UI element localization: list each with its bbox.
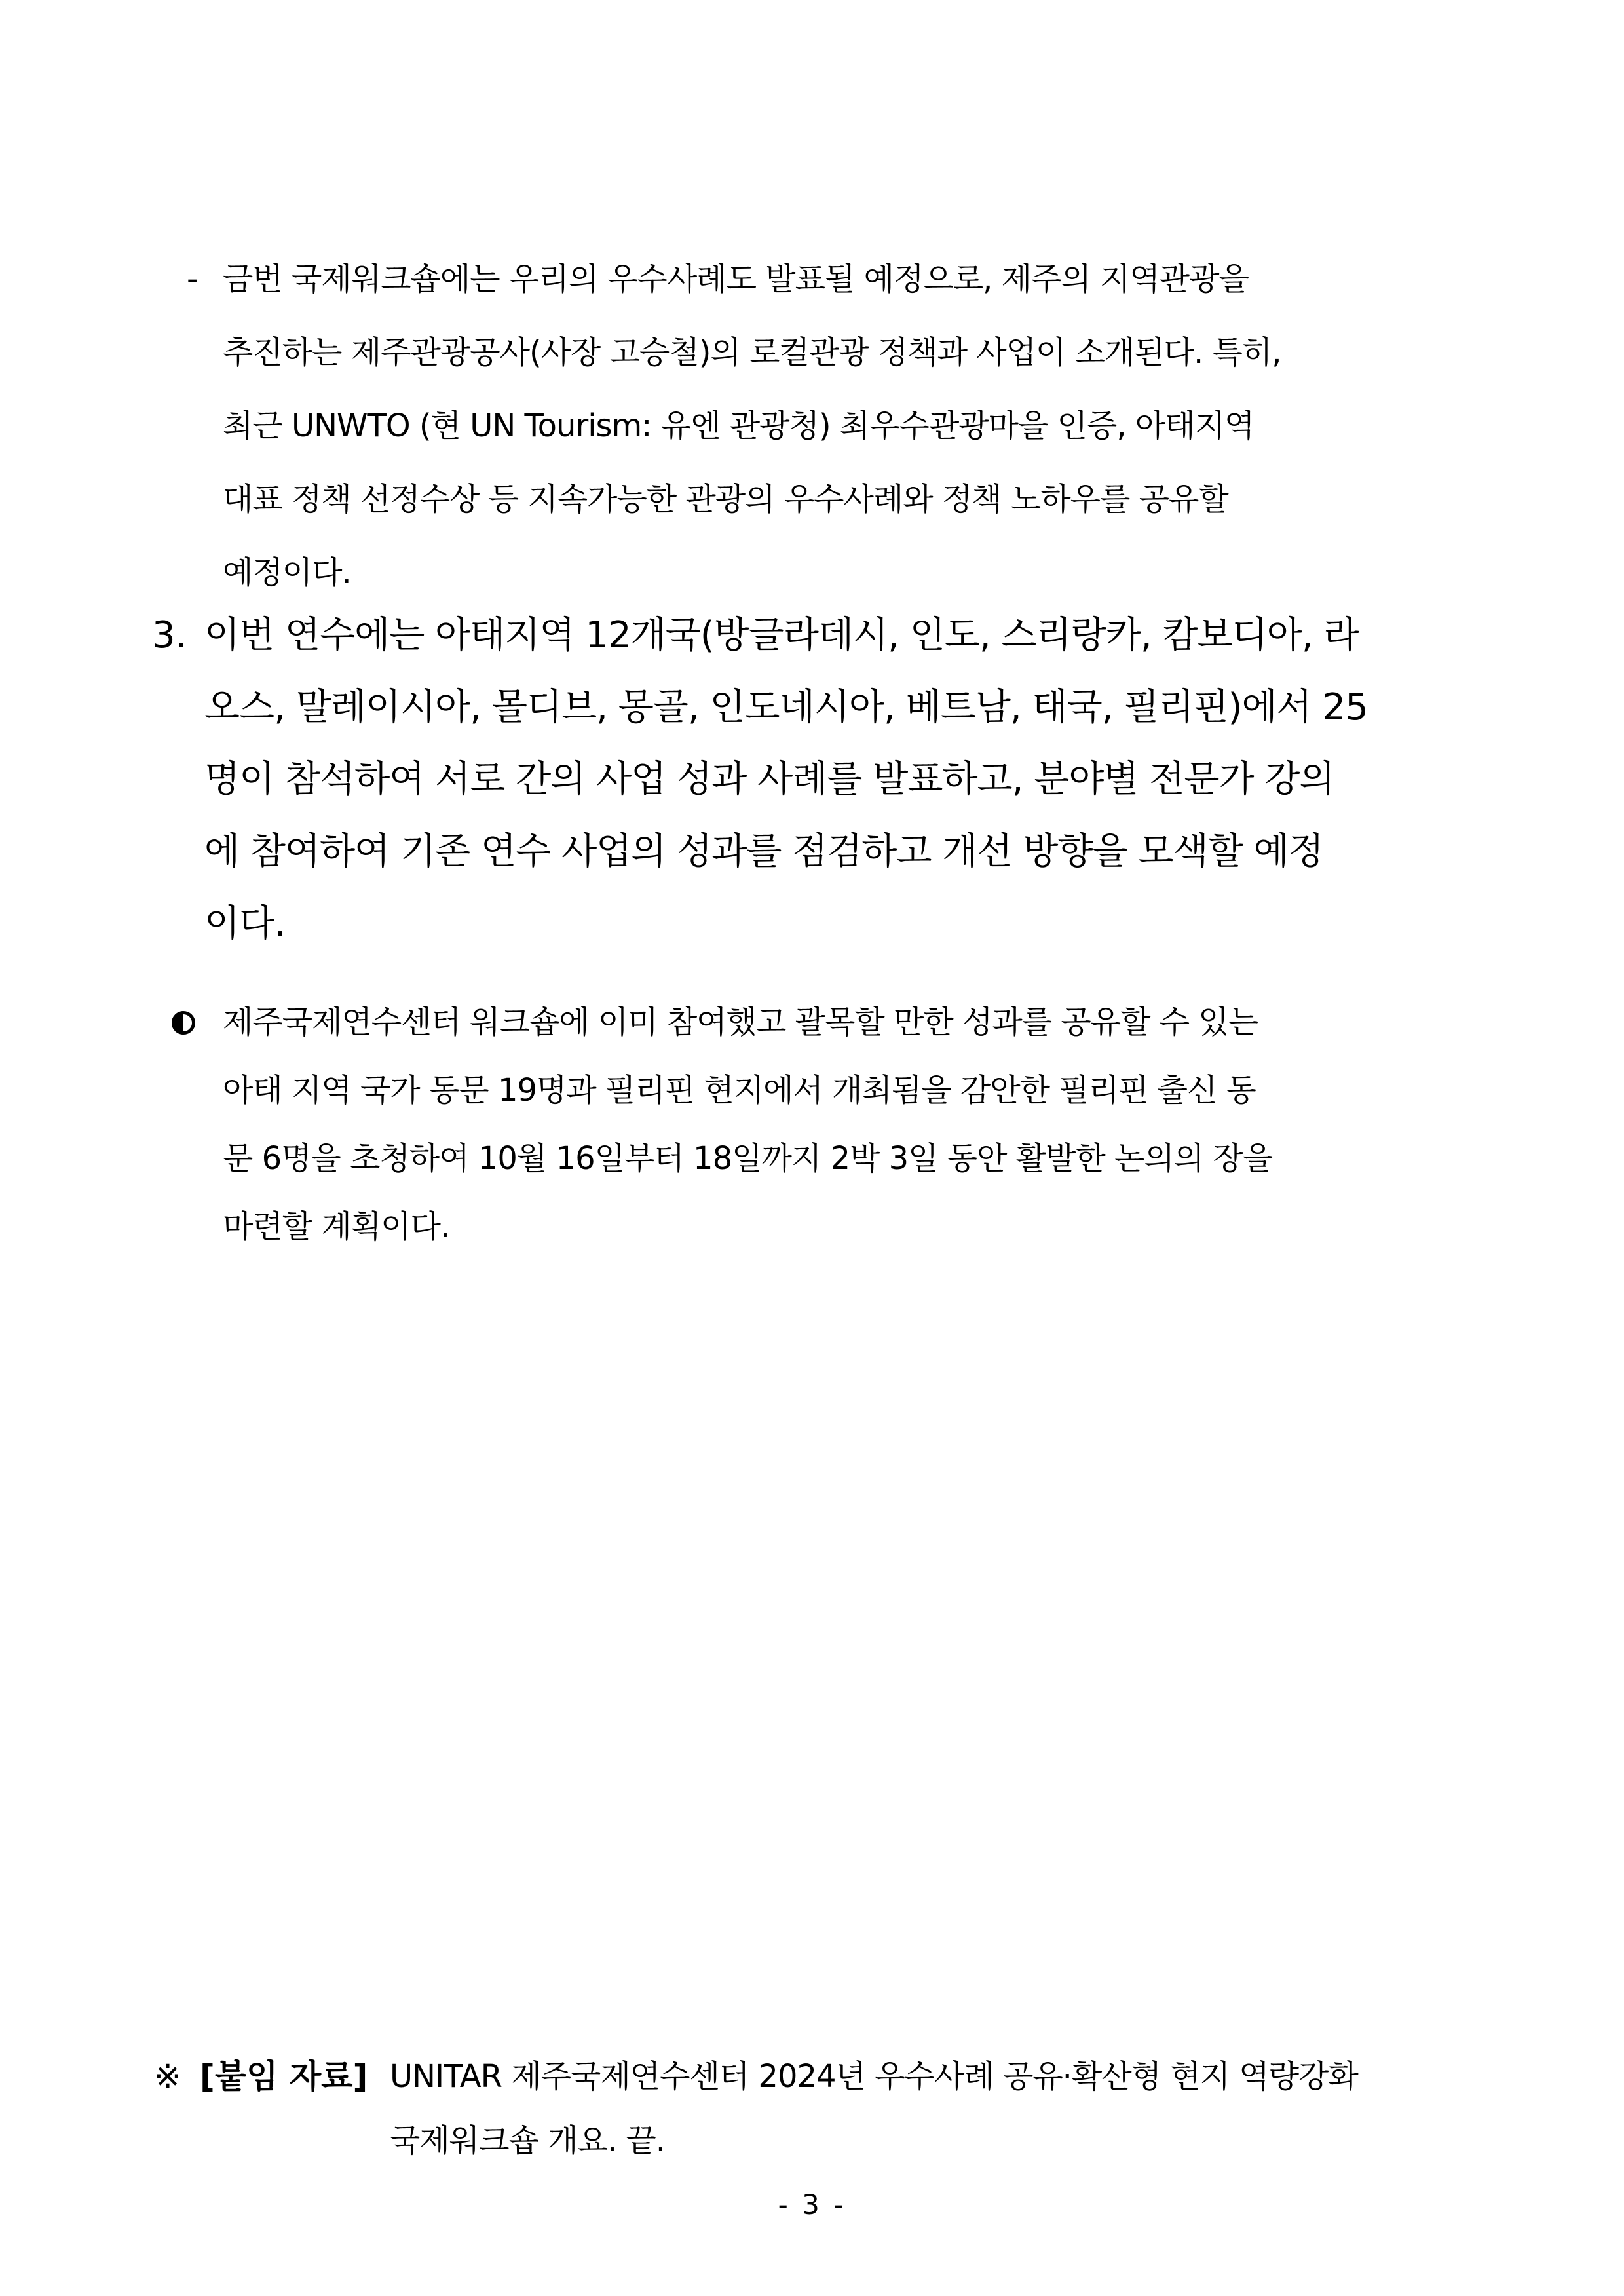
paragraph-line: 금번 국제워크숍에는 우리의 우수사례도 발표될 예정으로, 제주의 지역관광을 <box>223 261 1249 297</box>
dash-bullet-paragraph <box>187 242 1464 609</box>
bullet-marker <box>172 988 195 1056</box>
circle-bullet-paragraph <box>172 988 1472 1261</box>
attachment-label: [붙임 자료] <box>200 2057 368 2095</box>
paragraph-line: 예정이다. <box>223 554 351 591</box>
paragraph-line: 대표 정책 선정수상 등 지속가능한 관광의 우수사례와 정책 노하우를 공유할 <box>223 481 1228 518</box>
note-symbol: ※ <box>154 2057 181 2095</box>
paragraph-line: 아태 지역 국가 동문 19명과 필리핀 현지에서 개최됨을 감안한 필리핀 출신 동 <box>223 1072 1256 1109</box>
numbered-paragraph <box>152 600 1469 960</box>
paragraph-line: 이다. <box>204 902 285 945</box>
item-number: 3. <box>152 614 187 657</box>
half-filled-circle-icon <box>172 1011 195 1035</box>
paragraph-line: 명이 참석하여 서로 간의 사업 성과 사례를 발표하고, 분야별 전문가 강의 <box>204 758 1334 801</box>
attachment-note <box>154 2044 1471 2173</box>
paragraph-line: 오스, 말레이시아, 몰디브, 몽골, 인도네시아, 베트남, 태국, 필리핀)에서 25 <box>204 686 1368 729</box>
paragraph-line: 추진하는 제주관광공사(사장 고승철)의 로컬관광 정책과 사업이 소개된다. 특히, <box>223 334 1281 371</box>
paragraph-line: 문 6명을 초청하여 10월 16일부터 18일까지 2박 3일 동안 활발한 논의의 장을 <box>223 1140 1273 1177</box>
paragraph-line: 마련할 계획이다. <box>223 1208 450 1245</box>
paragraph-line: 에 참여하여 기존 연수 사업의 성과를 점검하고 개선 방향을 모색할 예정 <box>204 830 1323 873</box>
note-line: UNITAR 제주국제연수센터 2024년 우수사례 공유·확산형 현지 역량강화 <box>390 2058 1358 2095</box>
dash-marker: - <box>187 261 198 297</box>
note-line: 국제워크숍 개요. 끝. <box>390 2122 665 2159</box>
paragraph-line: 최근 UNWTO (현 UN Tourism: 유엔 관광청) 최우수관광마을 인증, 아태지역 <box>223 408 1255 444</box>
page-number: - 3 - <box>778 2189 846 2221</box>
paragraph-line: 제주국제연수센터 워크숍에 이미 참여했고 괄목할 만한 성과를 공유할 수 있는 <box>223 1004 1258 1041</box>
paragraph-line: 이번 연수에는 아태지역 12개국(방글라데시, 인도, 스리랑카, 캄보디아, 라 <box>204 614 1359 657</box>
